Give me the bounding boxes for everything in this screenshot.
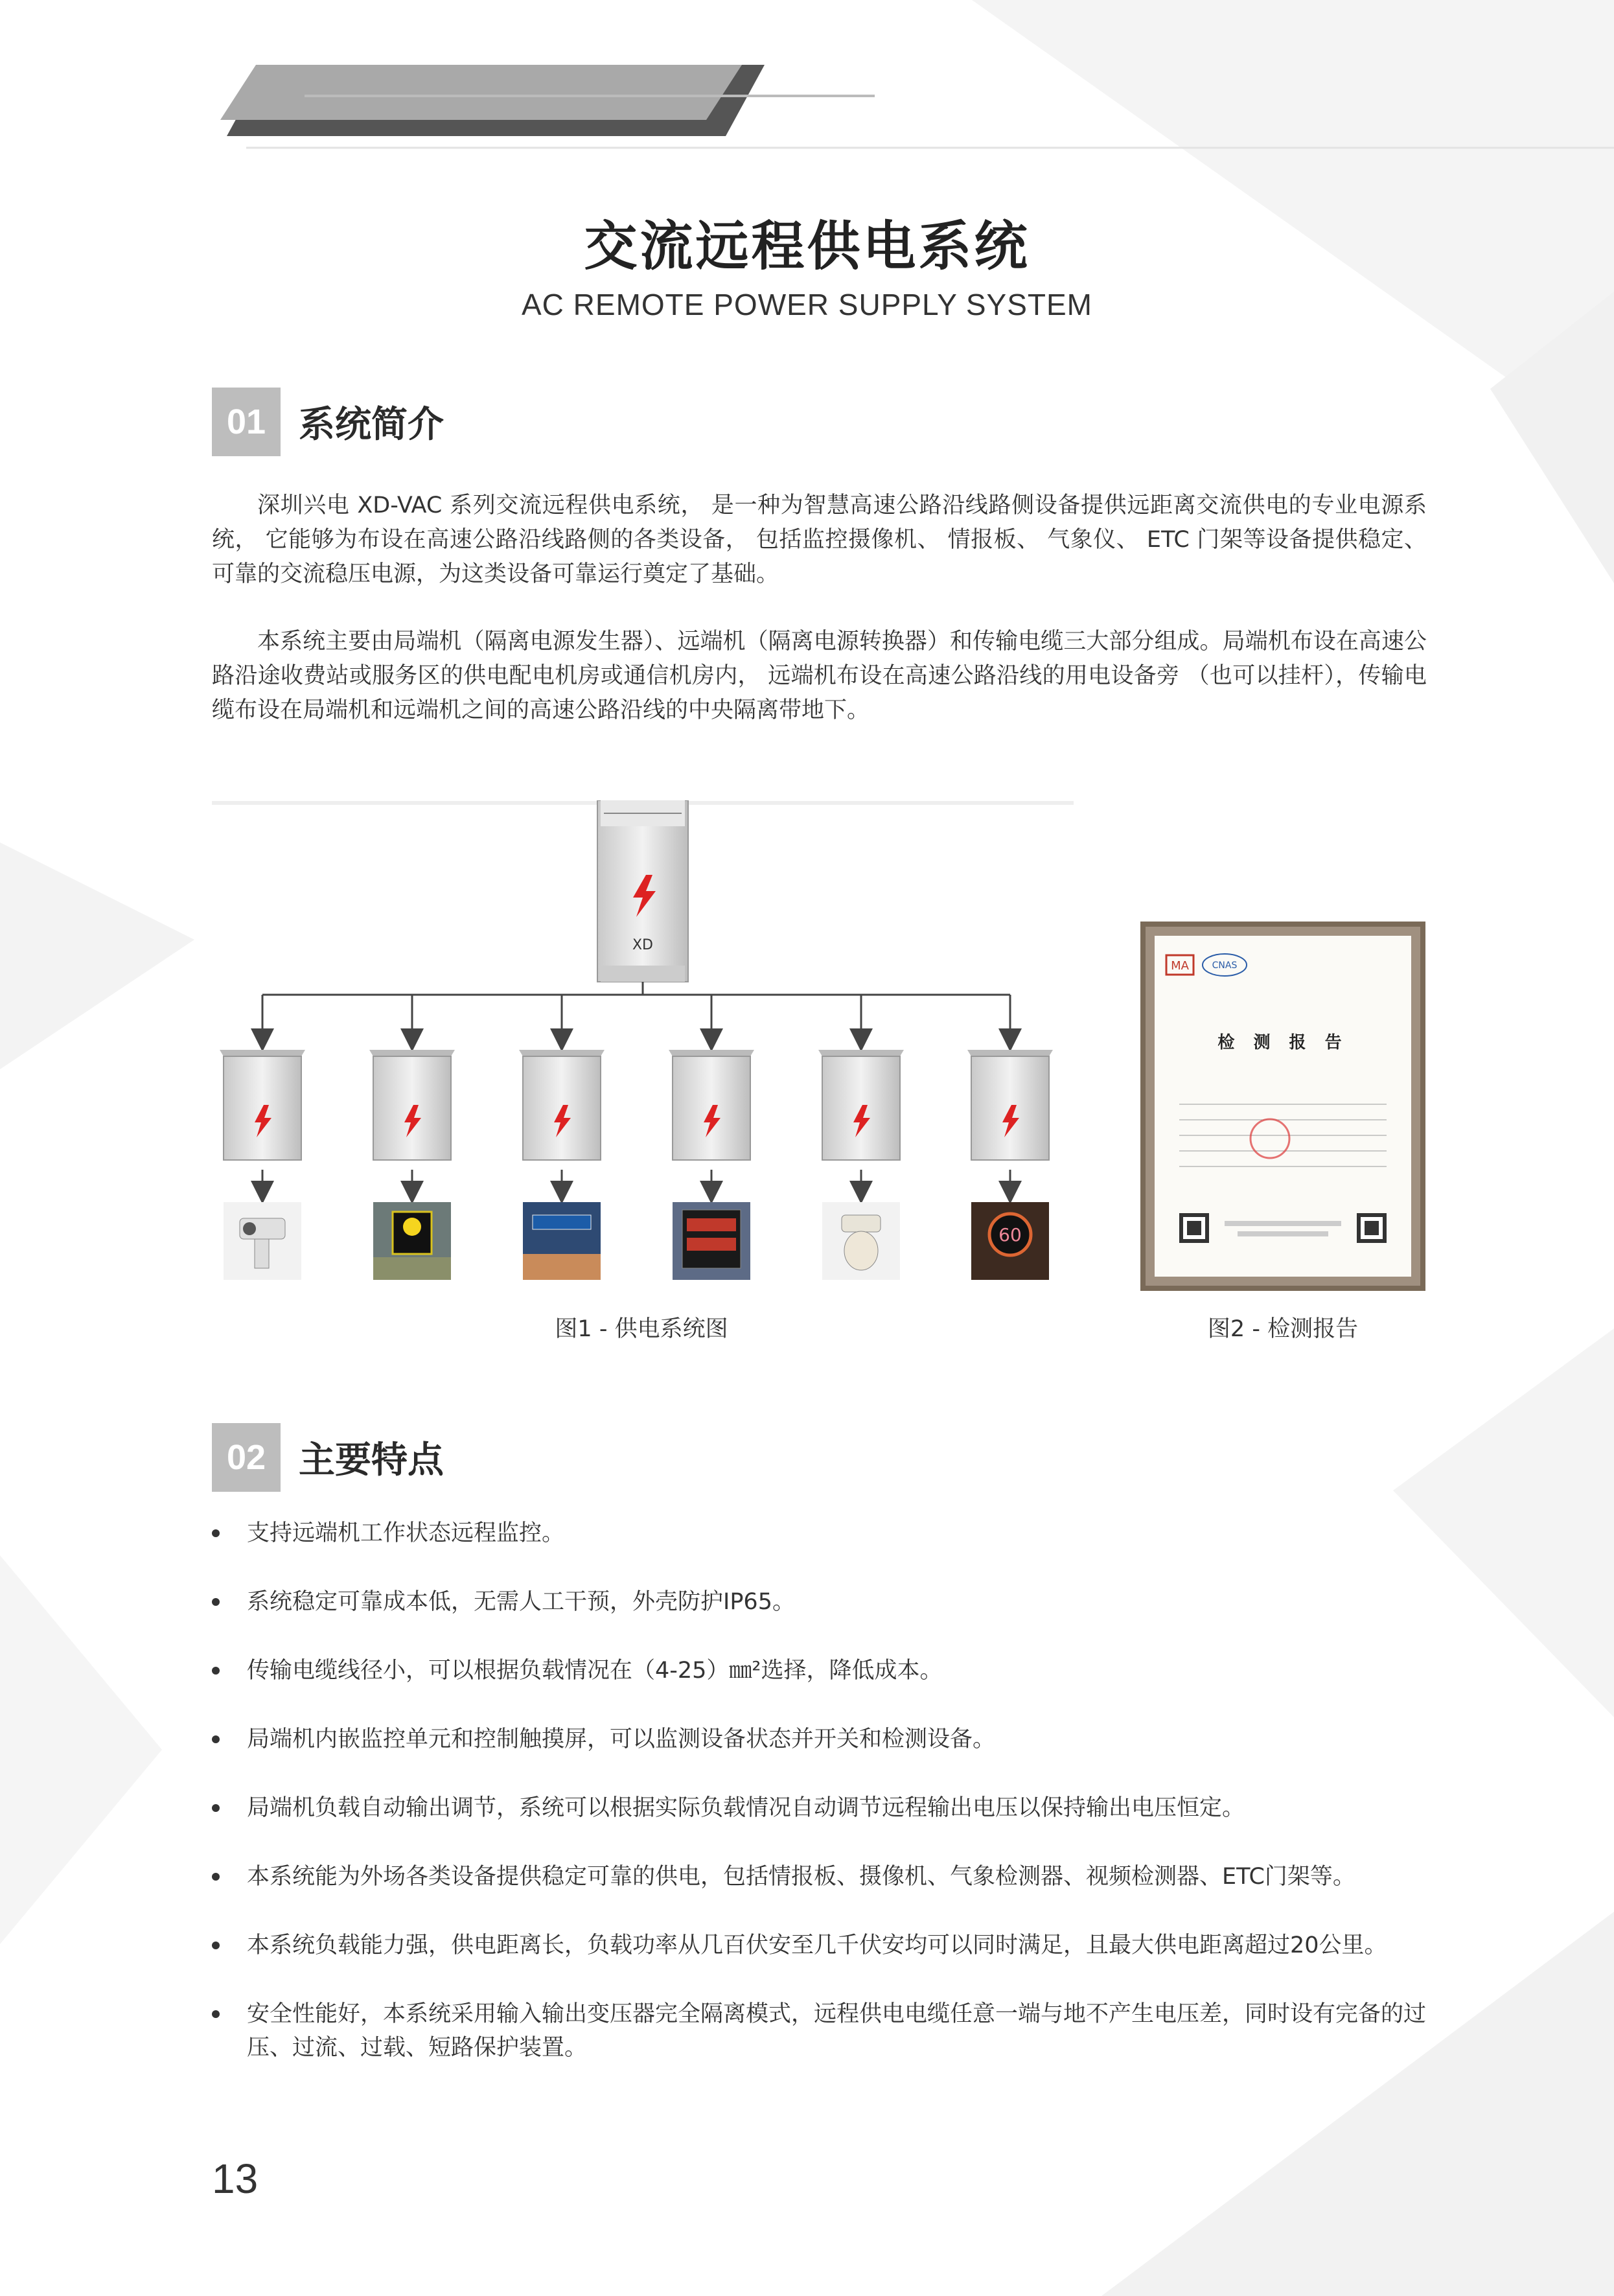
remote-unit-connectors (262, 995, 1010, 1040)
info-board-icon (523, 1202, 601, 1280)
header-stripe-light (220, 65, 742, 120)
list-item: 本系统能为外场各类设备提供稳定可靠的供电，包括情报板、摄像机、气象检测器、视频检测器、ETC门架等。 (212, 1860, 1430, 1894)
figure2-caption: 图2 - 检测报告 (1207, 1316, 1359, 1342)
report-title: 检 测 报 告 (1217, 1033, 1348, 1052)
list-item: 系统稳定可靠成本低，无需人工干预，外壳防护IP65。 (212, 1585, 1430, 1619)
camera-icon (224, 1202, 301, 1280)
section-title: 系统简介 (299, 404, 444, 446)
list-item: 局端机内嵌监控单元和控制触摸屏，可以监测设备状态并开关和检测设备。 (212, 1722, 1430, 1756)
list-item: 传输电缆线径小，可以根据负载情况在（4-25）㎜²选择，降低成本。 (212, 1654, 1430, 1687)
page-subtitle: AC REMOTE POWER SUPPLY SYSTEM (521, 288, 1092, 321)
list-item: 局端机负载自动输出调节，系统可以根据实际负载情况自动调节远程输出电压以保持输出电压恒定。 (212, 1791, 1430, 1825)
list-item: 本系统负载能力强，供电距离长，负载功率从几百伏安至几千伏安均可以同时满足，且最大供电距离超过20公里。 (212, 1929, 1430, 1962)
figure1-caption: 图1 - 供电系统图 (555, 1316, 728, 1342)
speed-sign-icon (373, 1202, 451, 1280)
remote-unit-cabinets (220, 1050, 1053, 1160)
dome-camera-icon (822, 1202, 900, 1280)
list-item: 支持远端机工作状态远程监控。 (212, 1516, 1430, 1550)
section-title: 主要特点 (299, 1439, 444, 1481)
test-report-image (1140, 922, 1425, 1291)
page-number: 13 (212, 2155, 259, 2202)
list-item: 安全性能好，本系统采用输入输出变压器完全隔离模式，远程供电电缆任意一端与地不产生电压差，同时设有完备的过压、过流、过载、短路保护装置。 (212, 1997, 1430, 2065)
power-supply-diagram (212, 800, 1074, 1299)
svg-text:XD: XD (632, 937, 654, 953)
section-header-features (212, 1423, 444, 1492)
svg-text:MA: MA (1171, 959, 1189, 973)
section-number: 02 (212, 1423, 281, 1492)
section-number: 01 (212, 388, 281, 456)
central-unit-cabinet (597, 800, 688, 982)
page-title: 交流远程供电系统 (584, 216, 1030, 277)
device-connectors (262, 1170, 1010, 1192)
intro-paragraph-2: 本系统主要由局端机（隔离电源发生器）、远端机（隔离电源转换器）和传输电缆三大部分组成。局端机布设在高速公路沿途收费站或服务区的供电配电机房或通信机房内， 远端机布设在高速公路沿线的用电设备旁 （也可以挂杆），传输电缆布设在局端机和远端机之间的高速公路沿线的中央隔离带地下。 (212, 629, 1427, 723)
svg-text:60: 60 (998, 1224, 1022, 1246)
svg-text:CNAS: CNAS (1212, 960, 1238, 971)
speed-limit-sign-icon (971, 1202, 1049, 1280)
intro-paragraph-1: 深圳兴电 XD-VAC 系列交流远程供电系统， 是一种为智慧高速公路沿线路侧设备提供远距离交流供电的专业电源系统， 它能够为布设在高速公路沿线路侧的各类设备， 包括监控摄像机、 情报板、 气象仪、 ETC 门架等设备提供稳定、可靠的交流稳压电源，为这类设备可靠运行奠定了基础。 (212, 493, 1427, 587)
section-header-intro (212, 388, 444, 456)
feature-list (212, 1516, 1430, 2065)
vms-board-icon (673, 1202, 750, 1280)
